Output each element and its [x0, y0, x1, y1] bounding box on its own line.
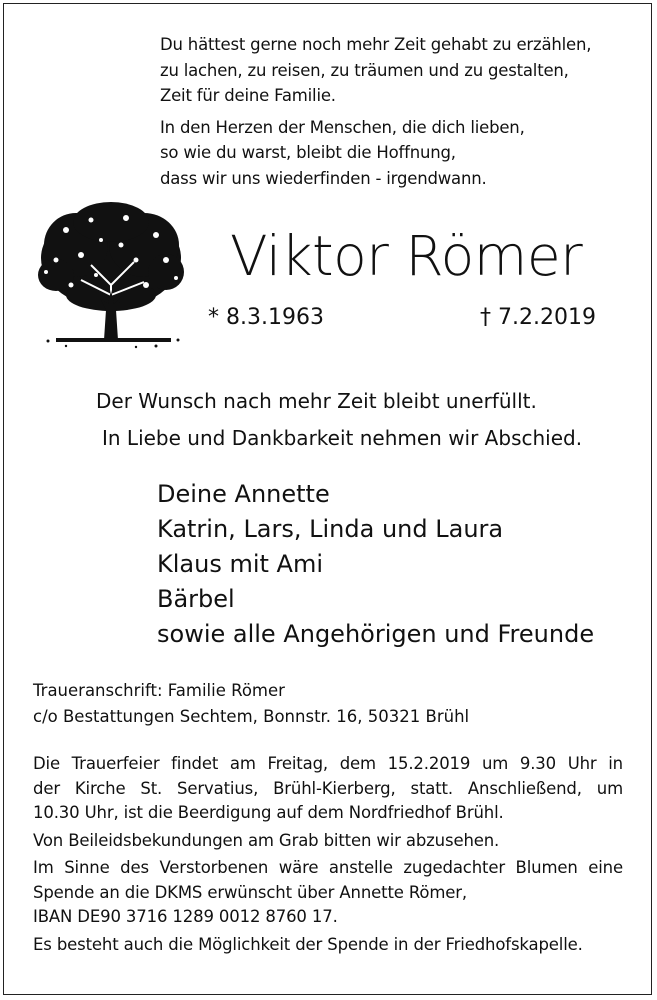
condolences-paragraph: [33, 829, 623, 854]
condolences-line: Von Beileidsbekundungen am Grab bitten wir abzusehen.: [33, 830, 500, 850]
poem-line: zu lachen, zu reisen, zu träumen und zu gestalten,: [160, 60, 569, 80]
poem-line: In den Herzen der Menschen, die dich lieben,: [160, 117, 525, 137]
poem-line: Zeit für deine Familie.: [160, 86, 336, 105]
mourner: Klaus mit Ami: [157, 550, 324, 578]
chapel-paragraph: [33, 933, 623, 958]
birth-date: * 8.3.1963: [208, 305, 324, 330]
donation-paragraph: [33, 856, 623, 930]
mourner: Katrin, Lars, Linda und Laura: [157, 515, 504, 543]
tree-icon: [36, 200, 186, 352]
farewell-message: [0, 383, 657, 457]
poem-line: dass wir uns wiederfinden - irgendwann.: [160, 168, 487, 188]
mourners-list: [157, 477, 594, 652]
poem-line: so wie du warst, bleibt die Hoffnung,: [160, 143, 456, 162]
mourning-address: [33, 678, 469, 730]
ceremony-line: 10.30 Uhr, ist die Beerdigung auf dem Nordfriedhof Brühl.: [33, 803, 504, 822]
donation-line: Spende an die DKMS erwünscht über Annette Römer,: [33, 882, 468, 902]
poem: [160, 32, 630, 197]
ceremony-paragraph: [33, 752, 623, 826]
mourner: sowie alle Angehörigen und Freunde: [157, 620, 595, 648]
address-line: c/o Bestattungen Sechtem, Bonnstr. 16, 50321 Brühl: [33, 707, 470, 726]
poem-line: Du hättest gerne noch mehr Zeit gehabt zu erzählen,: [160, 35, 592, 54]
ceremony-line: der Kirche St. Servatius, Brühl-Kierberg, statt. Anschließend, um: [33, 778, 623, 798]
farewell-line: In Liebe und Dankbarkeit nehmen wir Abschied.: [102, 426, 583, 450]
poem-stanza-2: [160, 115, 630, 192]
address-line: Traueranschrift: Familie Römer: [33, 681, 285, 700]
death-date: † 7.2.2019: [480, 305, 596, 330]
donation-line: Im Sinne des Verstorbenen wäre anstelle zugedachter Blumen eine: [33, 858, 623, 877]
ceremony-line: Die Trauerfeier findet am Freitag, dem 15.2.2019 um 9.30 Uhr in: [33, 754, 623, 773]
deceased-name: Viktor Römer: [230, 224, 583, 288]
chapel-line: Es besteht auch die Möglichkeit der Spende in der Friedhofskapelle.: [33, 934, 583, 954]
funeral-info: [33, 752, 623, 960]
poem-stanza-1: [160, 32, 630, 109]
mourner: Bärbel: [157, 585, 235, 613]
farewell-line: Der Wunsch nach mehr Zeit bleibt unerfüllt.: [96, 389, 537, 413]
mourner: Deine Annette: [157, 480, 330, 508]
donation-line: IBAN DE90 3716 1289 0012 8760 17.: [33, 907, 338, 926]
